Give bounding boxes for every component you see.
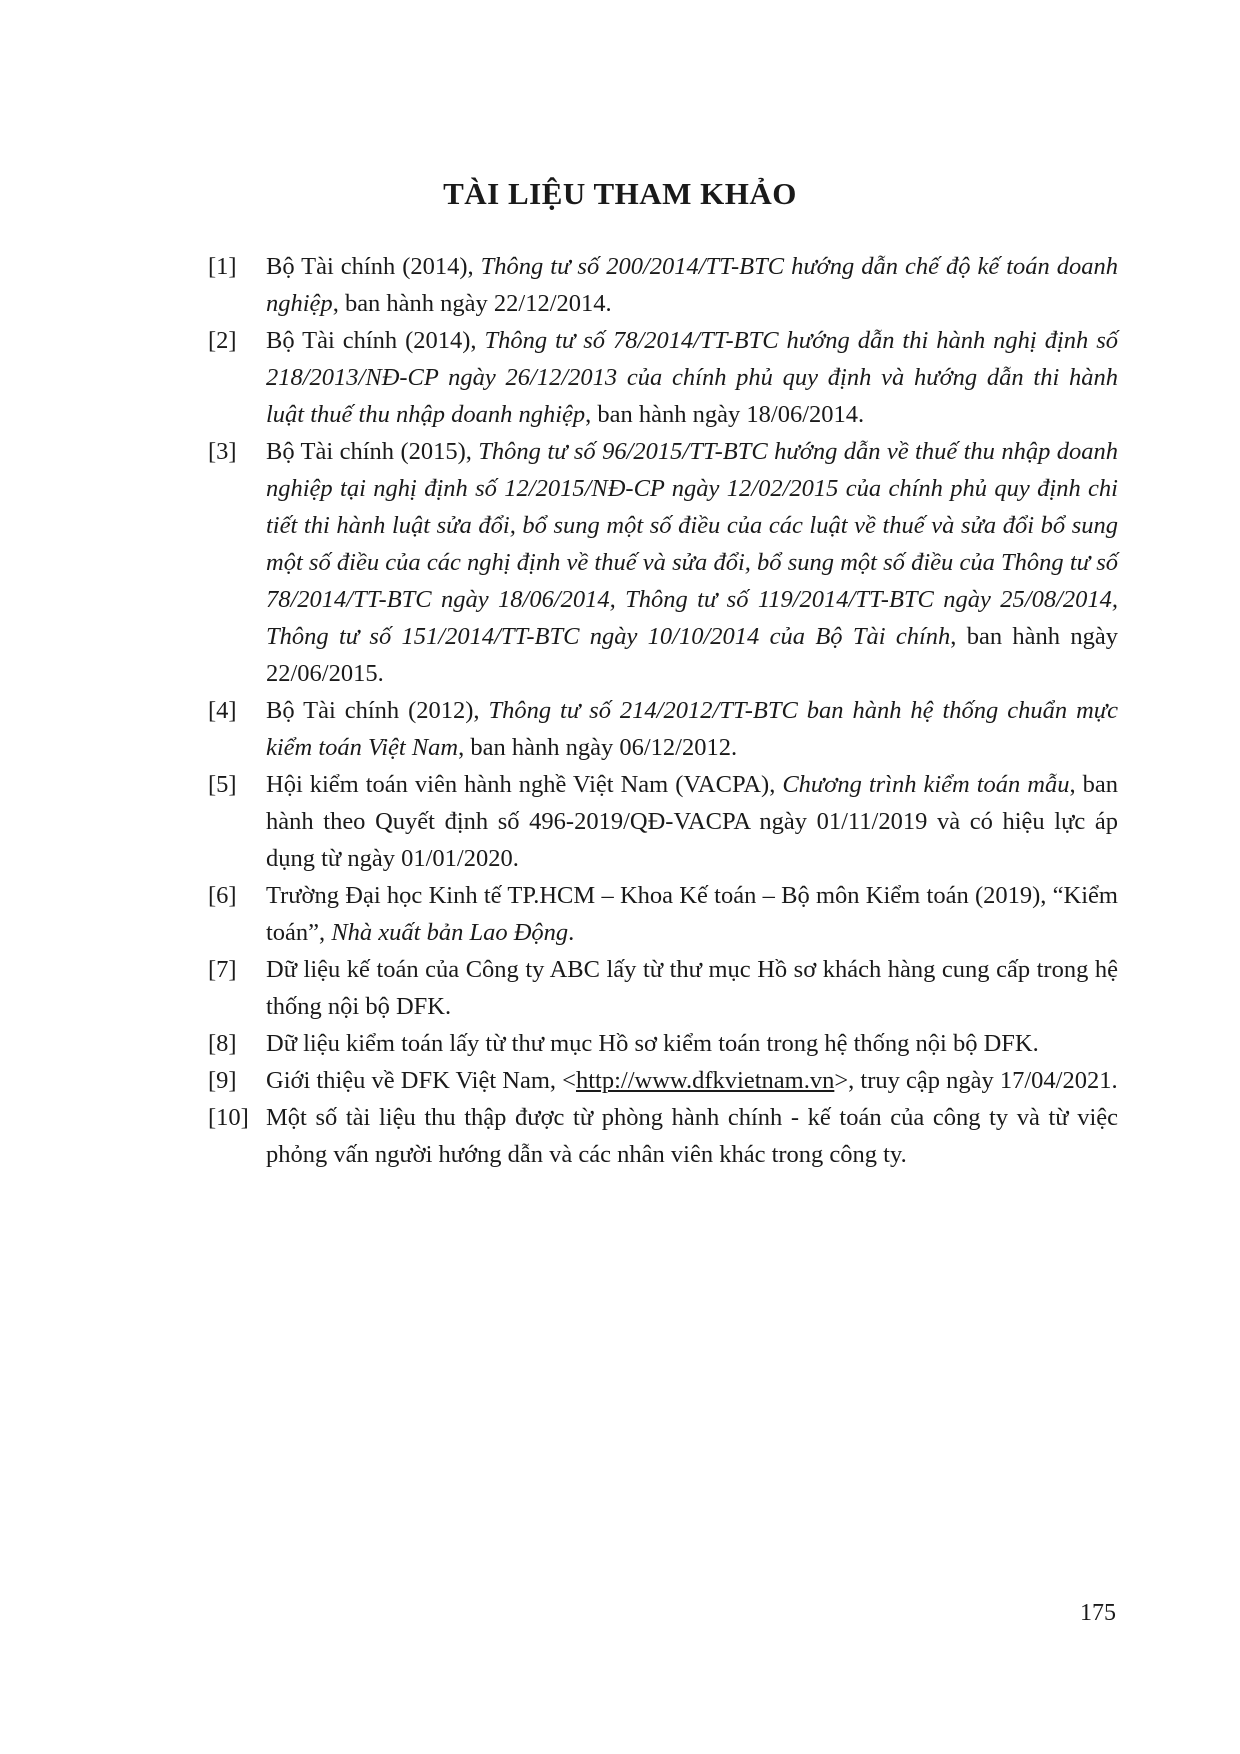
reference-details: , ban hành ngày 06/12/2012. bbox=[458, 734, 738, 761]
reference-author: Giới thiệu về DFK Việt Nam, < bbox=[266, 1067, 576, 1094]
reference-title: Thông tư số 96/2015/TT-BTC hướng dẫn về thuế thu nhập doanh nghiệp tại nghị định số 12/2015/NĐ-CP ngày 12/02/2015 của chính phủ quy định chi tiết thi hành luật sửa đổi, bổ sung một số điều của các luật về thuế và sửa đổi bổ sung một số điều của các nghị định về thuế và sửa đổi, bổ sung một số điều của Thông tư số 78/2014/TT-BTC ngày 18/06/2014, Thông tư số 119/2014/TT-BTC ngày 25/08/2014, Thông tư số 151/2014/TT-BTC ngày 10/10/2014 của Bộ Tài chính bbox=[266, 438, 1118, 650]
page-number: 175 bbox=[1080, 1600, 1116, 1626]
reference-number: [6] bbox=[208, 882, 237, 909]
reference-item-2 bbox=[208, 322, 1118, 433]
reference-details: . bbox=[568, 919, 575, 946]
reference-item-6 bbox=[208, 877, 1118, 951]
reference-item-8 bbox=[208, 1025, 1118, 1062]
reference-author: Bộ Tài chính (2014), bbox=[266, 327, 485, 354]
reference-author: Bộ Tài chính (2014), bbox=[266, 253, 481, 280]
reference-number: [9] bbox=[208, 1067, 237, 1094]
reference-title: Thông tư số 200/2014/TT-BTC hướng dẫn chế độ kế toán doanh nghiệp bbox=[266, 253, 1118, 317]
reference-item-4 bbox=[208, 692, 1118, 766]
page-title: TÀI LIỆU THAM KHẢO bbox=[443, 176, 797, 211]
reference-text: Một số tài liệu thu thập được từ phòng hành chính - kế toán của công ty và từ việc phỏng vấn người hướng dẫn và các nhân viên khác trong công ty. bbox=[266, 1104, 1118, 1168]
reference-title: Thông tư số 78/2014/TT-BTC hướng dẫn thi hành nghị định số 218/2013/NĐ-CP ngày 26/12/2013 của chính phủ quy định và hướng dẫn thi hành luật thuế thu nhập doanh nghiệp bbox=[266, 327, 1118, 428]
reference-details: , ban hành theo Quyết định số 496-2019/QĐ-VACPA ngày 01/11/2019 và có hiệu lực áp dụng từ ngày 01/01/2020. bbox=[266, 771, 1118, 872]
reference-title: Nhà xuất bản Lao Động bbox=[331, 919, 569, 946]
reference-number: [5] bbox=[208, 771, 237, 798]
reference-number: [8] bbox=[208, 1030, 237, 1057]
reference-item-3 bbox=[208, 433, 1118, 692]
reference-author: Hội kiểm toán viên hành nghề Việt Nam (VACPA), bbox=[266, 771, 783, 798]
reference-details: , ban hành ngày 22/12/2014. bbox=[332, 290, 612, 317]
reference-author: Bộ Tài chính (2012), bbox=[266, 697, 489, 724]
reference-number: [7] bbox=[208, 956, 237, 983]
reference-author: Bộ Tài chính (2015), bbox=[266, 438, 479, 465]
reference-details: , ban hành ngày 22/06/2015. bbox=[266, 623, 1118, 687]
reference-number: [4] bbox=[208, 697, 237, 724]
reference-title: Thông tư số 214/2012/TT-BTC ban hành hệ thống chuẩn mực kiểm toán Việt Nam bbox=[266, 697, 1119, 761]
reference-text: Dữ liệu kế toán của Công ty ABC lấy từ thư mục Hồ sơ khách hàng cung cấp trong hệ thống nội bộ DFK. bbox=[266, 956, 1118, 1020]
reference-number: [1] bbox=[208, 253, 237, 280]
reference-list bbox=[208, 248, 1118, 1173]
reference-author: Trường Đại học Kinh tế TP.HCM – Khoa Kế toán – Bộ môn Kiểm toán (2019), “Kiểm toán”, bbox=[266, 882, 1118, 946]
reference-item-9 bbox=[208, 1062, 1118, 1099]
reference-item-7 bbox=[208, 951, 1118, 1025]
reference-title: Chương trình kiểm toán mẫu bbox=[782, 771, 1070, 798]
reference-item-1 bbox=[208, 248, 1118, 322]
reference-item-5 bbox=[208, 766, 1118, 877]
reference-url-link[interactable]: http://www.dfkvietnam.vn bbox=[575, 1067, 835, 1094]
reference-item-10 bbox=[208, 1099, 1118, 1173]
reference-details: >, truy cập ngày 17/04/2021. bbox=[834, 1067, 1118, 1094]
reference-number: [2] bbox=[208, 327, 237, 354]
reference-number: [10] bbox=[208, 1104, 249, 1131]
reference-number: [3] bbox=[208, 438, 237, 465]
reference-details: , ban hành ngày 18/06/2014. bbox=[585, 401, 865, 428]
reference-text: Dữ liệu kiểm toán lấy từ thư mục Hồ sơ kiểm toán trong hệ thống nội bộ DFK. bbox=[266, 1030, 1039, 1057]
